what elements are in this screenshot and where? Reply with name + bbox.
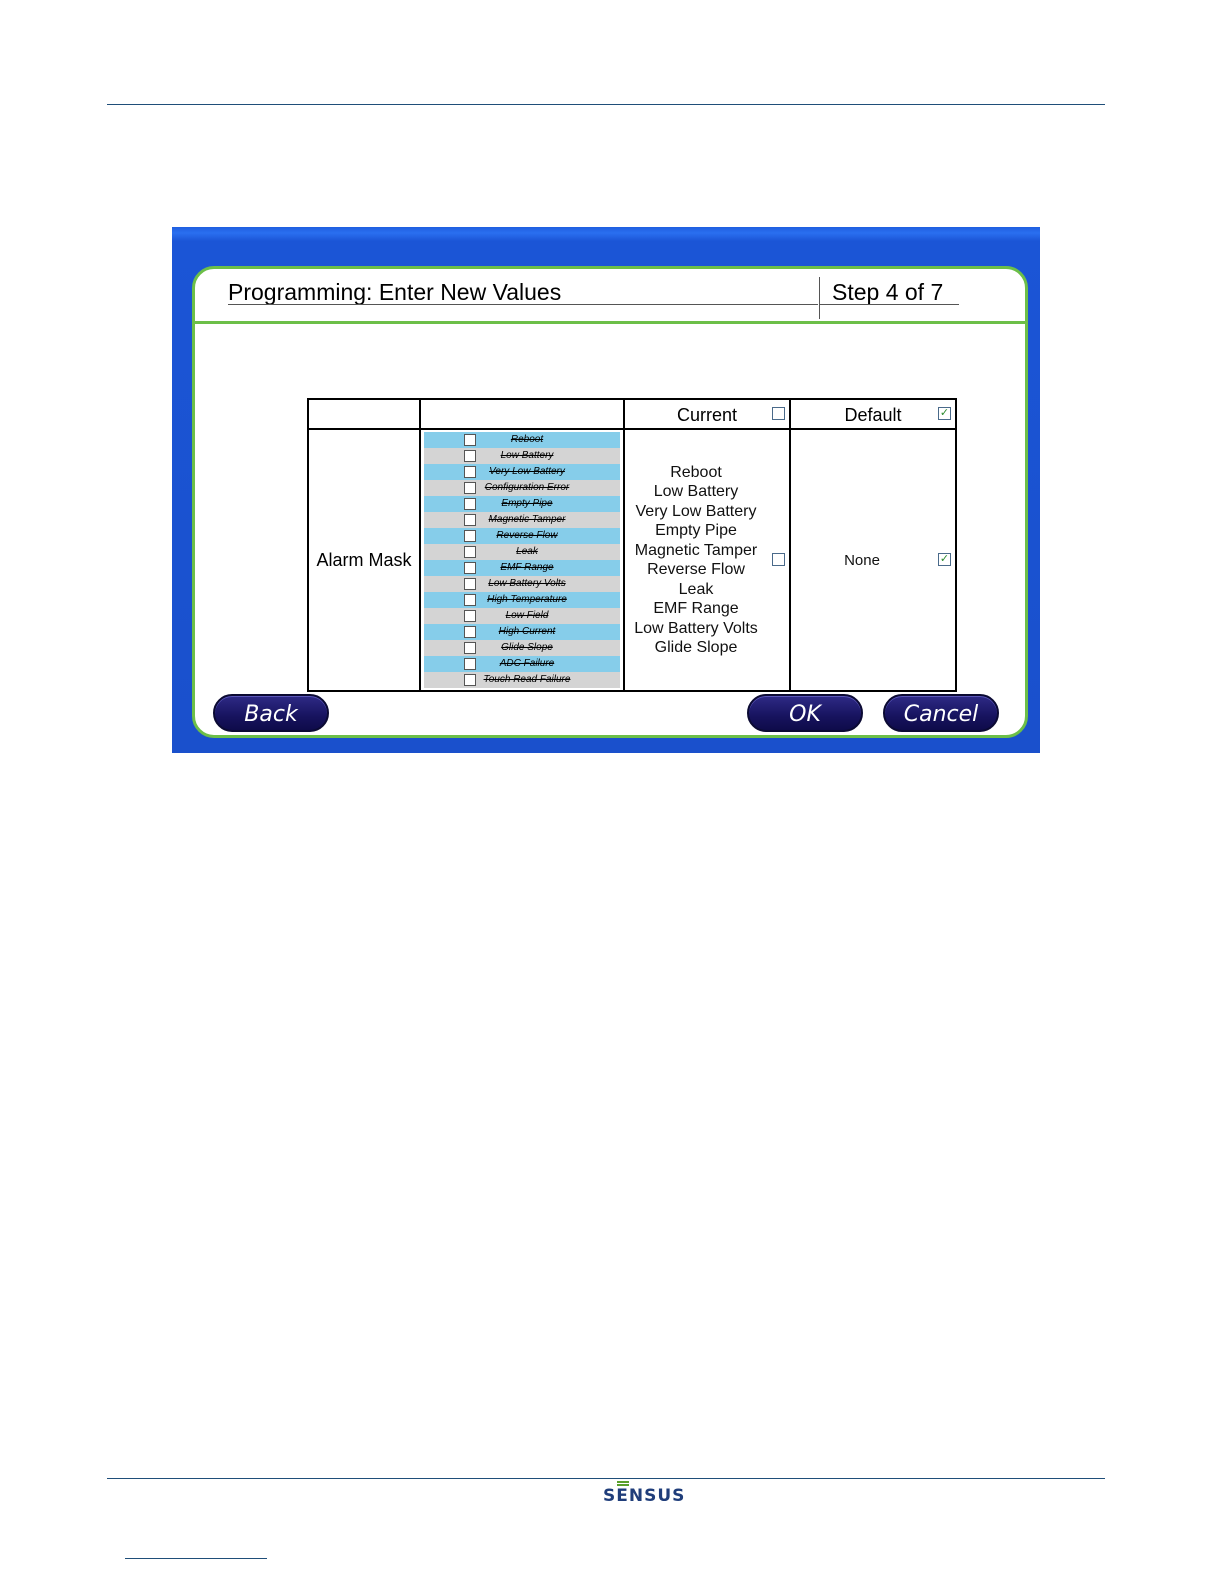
alarm-option-checkbox[interactable] bbox=[464, 642, 476, 654]
alarm-option-label: Low Battery bbox=[500, 450, 554, 461]
alarm-option-checkbox[interactable] bbox=[464, 594, 476, 606]
current-select-checkbox[interactable] bbox=[772, 407, 785, 420]
alarm-options-list bbox=[424, 432, 620, 688]
default-select-checkbox[interactable]: ✓ bbox=[939, 407, 950, 419]
ok-button[interactable]: OK bbox=[747, 694, 863, 732]
alarm-option-checkbox[interactable] bbox=[464, 530, 476, 542]
step-indicator: Step 4 of 7 bbox=[832, 279, 944, 305]
alarm-mask-label: Alarm Mask bbox=[308, 429, 420, 691]
default-value-text: None bbox=[844, 551, 880, 569]
alarm-option-checkbox[interactable] bbox=[464, 466, 476, 478]
alarm-option-item[interactable] bbox=[424, 656, 620, 672]
default-header-label: Default bbox=[844, 405, 902, 425]
current-value-item: Leak bbox=[678, 580, 714, 598]
header-cell-current bbox=[624, 399, 790, 429]
dialog-panel bbox=[192, 266, 1028, 738]
header-cell-default bbox=[790, 399, 956, 429]
cancel-button[interactable]: Cancel bbox=[883, 694, 999, 732]
dialog-title: Programming: Enter New Values bbox=[228, 279, 562, 305]
alarm-option-item[interactable] bbox=[424, 560, 620, 576]
default-value-checkbox[interactable]: ✓ bbox=[939, 553, 950, 565]
current-value-item: Low Battery Volts bbox=[634, 619, 758, 637]
alarm-option-checkbox[interactable] bbox=[464, 546, 476, 558]
alarm-option-item[interactable] bbox=[424, 608, 620, 624]
current-values-list bbox=[625, 463, 789, 658]
step-underline bbox=[819, 304, 959, 305]
alarm-option-item[interactable] bbox=[424, 528, 620, 544]
current-values-cell bbox=[624, 429, 790, 691]
alarm-option-checkbox[interactable] bbox=[464, 674, 476, 686]
alarm-option-checkbox[interactable] bbox=[464, 450, 476, 462]
alarm-option-checkbox[interactable] bbox=[464, 562, 476, 574]
current-header-label: Current bbox=[676, 405, 738, 425]
title-underline bbox=[228, 304, 818, 305]
alarm-option-label: Low Battery Volts bbox=[488, 578, 566, 589]
table-header-row bbox=[308, 399, 956, 429]
sensus-logo bbox=[603, 1481, 686, 1506]
alarm-option-checkbox[interactable] bbox=[464, 498, 476, 510]
alarm-option-item[interactable] bbox=[424, 672, 620, 688]
alarm-option-checkbox[interactable] bbox=[464, 626, 476, 638]
alarm-option-label: Touch Read Failure bbox=[483, 674, 571, 685]
current-value-item: Reverse Flow bbox=[647, 561, 745, 578]
back-button[interactable]: Back bbox=[213, 694, 329, 732]
alarm-option-label: Leak bbox=[516, 546, 538, 557]
alarm-option-item[interactable] bbox=[424, 448, 620, 464]
current-value-item: Glide Slope bbox=[654, 639, 738, 656]
alarm-option-item[interactable] bbox=[424, 592, 620, 608]
current-value-item: Empty Pipe bbox=[655, 522, 737, 539]
current-value-item: Low Battery bbox=[653, 483, 739, 500]
alarm-options-cell bbox=[420, 429, 624, 691]
alarm-option-label: Reverse Flow bbox=[496, 530, 558, 541]
current-value-item: Magnetic Tamper bbox=[634, 541, 758, 559]
header-cell-options bbox=[420, 399, 624, 429]
current-value-item: EMF Range bbox=[653, 600, 739, 617]
alarm-option-item[interactable] bbox=[424, 576, 620, 592]
alarm-option-item[interactable] bbox=[424, 512, 620, 528]
alarm-option-label: Magnetic Tamper bbox=[488, 514, 566, 525]
alarm-option-label: High Current bbox=[498, 626, 556, 637]
alarm-option-label: Very Low Battery bbox=[489, 466, 565, 477]
header-divider bbox=[819, 277, 820, 319]
default-value-cell bbox=[790, 429, 956, 691]
logo-text: SENSUS bbox=[603, 1486, 686, 1506]
page-top-rule bbox=[107, 104, 1105, 105]
application-window bbox=[172, 227, 1040, 753]
alarm-mask-row bbox=[308, 429, 956, 691]
alarm-option-label: Glide Slope bbox=[501, 642, 553, 653]
alarm-option-checkbox[interactable] bbox=[464, 514, 476, 526]
header-cell-empty bbox=[308, 399, 420, 429]
alarm-option-label: High Temperature bbox=[487, 594, 567, 605]
alarm-option-checkbox[interactable] bbox=[464, 482, 476, 494]
alarm-option-item[interactable] bbox=[424, 480, 620, 496]
alarm-option-checkbox[interactable] bbox=[464, 434, 476, 446]
alarm-option-label: Configuration Error bbox=[484, 482, 570, 493]
alarm-option-item[interactable] bbox=[424, 432, 620, 448]
alarm-option-label: Empty Pipe bbox=[501, 498, 553, 509]
footnote-rule bbox=[125, 1558, 267, 1559]
dialog-header bbox=[195, 269, 1025, 324]
alarm-option-label: Reboot bbox=[510, 434, 544, 445]
alarm-option-checkbox[interactable] bbox=[464, 610, 476, 622]
alarm-option-item[interactable] bbox=[424, 464, 620, 480]
alarm-option-checkbox[interactable] bbox=[464, 578, 476, 590]
current-value-checkbox[interactable] bbox=[772, 553, 785, 566]
parameter-table bbox=[307, 398, 957, 692]
alarm-option-checkbox[interactable] bbox=[464, 658, 476, 670]
current-value-item: Very Low Battery bbox=[635, 502, 757, 520]
alarm-option-label: Low Field bbox=[505, 610, 549, 621]
alarm-option-item[interactable] bbox=[424, 496, 620, 512]
current-value-item: Reboot bbox=[670, 463, 722, 481]
alarm-option-label: EMF Range bbox=[500, 562, 554, 573]
alarm-option-item[interactable] bbox=[424, 544, 620, 560]
alarm-option-label: ADC Failure bbox=[499, 658, 555, 669]
alarm-option-item[interactable] bbox=[424, 640, 620, 656]
page-bottom-rule bbox=[107, 1478, 1105, 1479]
alarm-option-item[interactable] bbox=[424, 624, 620, 640]
